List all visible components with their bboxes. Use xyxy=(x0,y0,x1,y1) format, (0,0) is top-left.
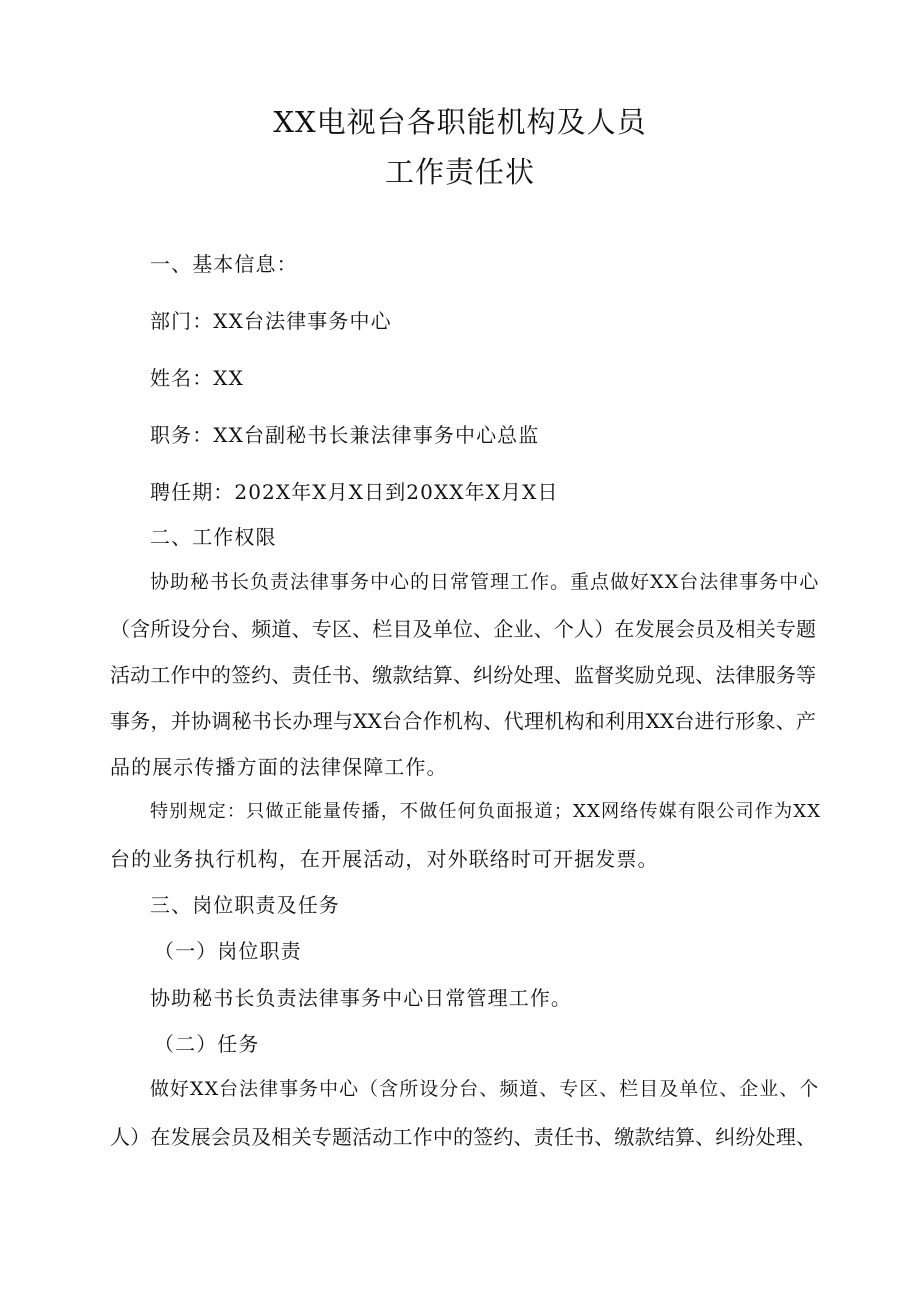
sub1-heading: （一）岗位职责 xyxy=(154,939,302,963)
position-field: 职务：XX台副秘书长兼法律事务中心总监 xyxy=(150,423,540,447)
section2-heading: 二、工作权限 xyxy=(150,525,277,549)
para2-line: 特别规定：只做正能量传播，不做任何负面报道；XX网络传媒有限公司作为XX xyxy=(150,801,822,822)
department-field: 部门：XX台法律事务中心 xyxy=(150,309,392,333)
para2-line: 台的业务执行机构，在开展活动，对外联络时可开据发票。 xyxy=(110,847,659,871)
section3-heading: 三、岗位职责及任务 xyxy=(150,893,340,917)
term-field: 聘任期：202X年X月X日到20XX年X月X日 xyxy=(150,480,559,504)
para1-line: 活动工作中的签约、责任书、缴款结算、纠纷处理、监督奖励兑现、法律服务等 xyxy=(110,663,816,687)
name-field: 姓名：XX xyxy=(150,366,244,390)
para1-line: 事务，并协调秘书长办理与XX台合作机构、代理机构和利用XX台进行形象、产 xyxy=(110,709,816,733)
sub2-heading: （二）任务 xyxy=(154,1032,260,1056)
sub2-line: 人）在发展会员及相关专题活动工作中的签约、责任书、缴款结算、纠纷处理、 xyxy=(110,1125,816,1149)
section1-heading: 一、基本信息： xyxy=(150,252,298,276)
sub2-line: 做好XX台法律事务中心（含所设分台、频道、专区、栏目及单位、企业、个 xyxy=(150,1078,820,1100)
document-title-line2: 工作责任状 xyxy=(384,155,535,189)
para1-line: 品的展示传播方面的法律保障工作。 xyxy=(110,755,448,779)
document-title-line1: XX电视台各职能机构及人员 xyxy=(273,105,647,139)
sub1-text: 协助秘书长负责法律事务中心日常管理工作。 xyxy=(150,986,572,1010)
para1-line: 协助秘书长负责法律事务中心的日常管理工作。重点做好XX台法律事务中心 xyxy=(150,571,820,593)
para1-line: （含所设分台、频道、专区、栏目及单位、企业、个人）在发展会员及相关专题 xyxy=(110,617,816,641)
